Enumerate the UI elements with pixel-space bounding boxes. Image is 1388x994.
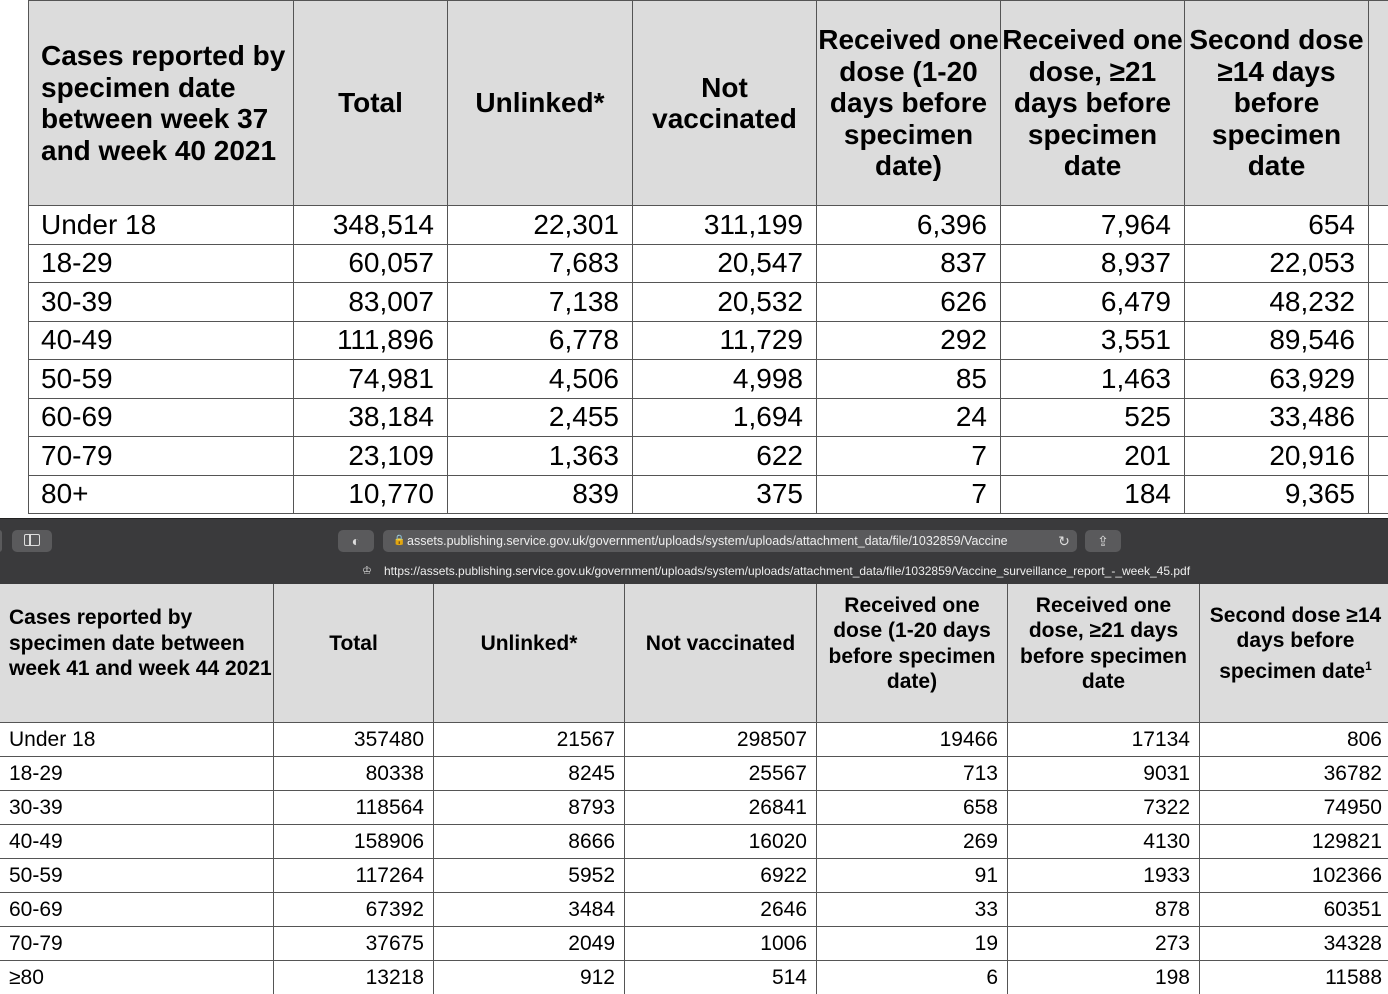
table-cell: 60,057 [294, 244, 448, 283]
row-label-cell: 70-79 [29, 437, 294, 476]
address-bar[interactable] [383, 530, 1077, 552]
table-cell: 129821 [1200, 825, 1388, 859]
bottom-document-view [0, 584, 1388, 994]
table-cell: 19 [817, 927, 1008, 961]
table-cell: 11,729 [633, 321, 817, 360]
table-cell: 22,053 [1185, 244, 1369, 283]
lock-icon: 🔒 [393, 535, 406, 546]
header-second-dose-text: Second dose ≥14 days before specimen date [1209, 603, 1382, 683]
row-label-cell: Under 18 [0, 723, 274, 757]
table-cell: 1006 [625, 927, 817, 961]
header-cases-period: Cases reported by specimen date between week 41 and week 44 2021 [0, 584, 274, 723]
table-cell: 10,770 [294, 475, 448, 514]
cutoff-cell [1369, 321, 1388, 360]
table-cell: 6922 [625, 859, 817, 893]
row-label-cell: ≥80 [0, 961, 274, 994]
table-cell: 1,363 [448, 437, 633, 476]
cutoff-cell [1369, 398, 1388, 437]
table-cell: 1,694 [633, 398, 817, 437]
cutoff-cell [1369, 244, 1388, 283]
table-cell: 20,916 [1185, 437, 1369, 476]
cutoff-cell [1369, 475, 1388, 514]
table-row [29, 437, 1388, 476]
table-cell: 4,506 [448, 360, 633, 399]
row-label-cell: 40-49 [29, 321, 294, 360]
table-cell: 2,455 [448, 398, 633, 437]
row-label-cell: Under 18 [29, 206, 294, 245]
sidebar-toggle-button[interactable] [12, 530, 52, 552]
table-cell: 8793 [434, 791, 625, 825]
table-cell: 198 [1008, 961, 1200, 994]
cutoff-cell [1369, 283, 1388, 322]
table-cell: 89,546 [1185, 321, 1369, 360]
header-second-dose: Second dose ≥14 days before specimen date [1185, 1, 1369, 206]
share-icon: ⇪ [1097, 533, 1109, 549]
table-cell: 1933 [1008, 859, 1200, 893]
table-cell: 4130 [1008, 825, 1200, 859]
table-cell: 25567 [625, 757, 817, 791]
table-cell: 357480 [274, 723, 434, 757]
left-gutter [0, 0, 28, 518]
table-cell: 7,683 [448, 244, 633, 283]
table-header-row [0, 584, 1388, 723]
table-cell: 2646 [625, 893, 817, 927]
table-cell: 7,138 [448, 283, 633, 322]
table-cell: 3,551 [1001, 321, 1185, 360]
table-cell: 17134 [1008, 723, 1200, 757]
table-cell: 117264 [274, 859, 434, 893]
table-cell: 878 [1008, 893, 1200, 927]
table-cell: 74,981 [294, 360, 448, 399]
table-cell: 102366 [1200, 859, 1388, 893]
row-label-cell: 40-49 [0, 825, 274, 859]
table-row [0, 757, 1388, 791]
header-cutoff [1369, 1, 1388, 206]
header-one-dose-21: Received one dose, ≥21 days before specimen date [1008, 584, 1200, 723]
table-cell: 26841 [625, 791, 817, 825]
table-cell: 5952 [434, 859, 625, 893]
header-one-dose-21: Received one dose, ≥21 days before specimen date [1001, 1, 1185, 206]
table-cell: 13218 [274, 961, 434, 994]
cutoff-cell [1369, 206, 1388, 245]
table-cell: 626 [817, 283, 1001, 322]
cutoff-cell [1369, 437, 1388, 476]
sidebar-icon [24, 534, 40, 546]
table-cell: 60351 [1200, 893, 1388, 927]
table-cell: 9031 [1008, 757, 1200, 791]
table-cell: 6,479 [1001, 283, 1185, 322]
table-row [29, 398, 1388, 437]
table-row [29, 206, 1388, 245]
table-row [29, 360, 1388, 399]
table-cell: 11588 [1200, 961, 1388, 994]
row-label-cell: 60-69 [29, 398, 294, 437]
table-row [0, 893, 1388, 927]
row-label-cell: 18-29 [29, 244, 294, 283]
row-label-cell: 18-29 [0, 757, 274, 791]
header-not-vaccinated: Not vaccinated [633, 1, 817, 206]
table-row [0, 791, 1388, 825]
header-total: Total [274, 584, 434, 723]
table-cell: 36782 [1200, 757, 1388, 791]
table-cell: 20,532 [633, 283, 817, 322]
table-cell: 525 [1001, 398, 1185, 437]
table-cell: 3484 [434, 893, 625, 927]
crown-favicon-icon: ♔ [362, 565, 372, 577]
table-row [29, 475, 1388, 514]
table-cell: 118564 [274, 791, 434, 825]
row-label-cell: 60-69 [0, 893, 274, 927]
table-cell: 8245 [434, 757, 625, 791]
tab-bar [0, 559, 1388, 584]
header-one-dose-1-20: Received one dose (1-20 days before specimen date) [817, 1, 1001, 206]
table-cell: 63,929 [1185, 360, 1369, 399]
table-cell: 298507 [625, 723, 817, 757]
table-cell: 23,109 [294, 437, 448, 476]
table-cell: 33 [817, 893, 1008, 927]
cases-table-week-37-40 [28, 0, 1388, 514]
cases-table-week-41-44 [0, 584, 1388, 994]
row-label-cell: 80+ [29, 475, 294, 514]
table-cell: 4,998 [633, 360, 817, 399]
table-header-row [29, 1, 1388, 206]
table-cell: 85 [817, 360, 1001, 399]
table-cell: 311,199 [633, 206, 817, 245]
row-label-cell: 30-39 [0, 791, 274, 825]
row-label-cell: 50-59 [0, 859, 274, 893]
row-label-cell: 70-79 [0, 927, 274, 961]
table-row [0, 825, 1388, 859]
table-row [0, 723, 1388, 757]
address-text: assets.publishing.service.gov.uk/government/uploads/system/uploads/attachment_data/file/1032859/Vaccine [407, 534, 1008, 548]
header-second-dose [1200, 584, 1388, 723]
table-cell: 33,486 [1185, 398, 1369, 437]
shield-icon: ◐ [351, 533, 361, 549]
share-button[interactable] [1085, 530, 1121, 552]
table-cell: 7322 [1008, 791, 1200, 825]
table-cell: 24 [817, 398, 1001, 437]
table-cell: 273 [1008, 927, 1200, 961]
table-cell: 348,514 [294, 206, 448, 245]
table-cell: 20,547 [633, 244, 817, 283]
table-row [29, 244, 1388, 283]
table-cell: 622 [633, 437, 817, 476]
table-cell: 713 [817, 757, 1008, 791]
table-row [0, 961, 1388, 994]
table-cell: 74950 [1200, 791, 1388, 825]
header-unlinked: Unlinked* [434, 584, 625, 723]
table-cell: 37675 [274, 927, 434, 961]
table-cell: 22,301 [448, 206, 633, 245]
privacy-shield-button[interactable] [338, 530, 374, 552]
table-cell: 912 [434, 961, 625, 994]
table-row [29, 321, 1388, 360]
table-cell: 654 [1185, 206, 1369, 245]
table-cell: 514 [625, 961, 817, 994]
tab-title[interactable]: https://assets.publishing.service.gov.uk/government/uploads/system/uploads/attachment_data/file/1032859/Vaccine_surveillance_report_-_week_45.pdf [384, 564, 1191, 578]
table-cell: 48,232 [1185, 283, 1369, 322]
table-row [0, 927, 1388, 961]
table-cell: 269 [817, 825, 1008, 859]
table-cell: 111,896 [294, 321, 448, 360]
header-unlinked: Unlinked* [448, 1, 633, 206]
table-cell: 839 [448, 475, 633, 514]
table-cell: 38,184 [294, 398, 448, 437]
header-not-vaccinated: Not vaccinated [625, 584, 817, 723]
table-cell: 19466 [817, 723, 1008, 757]
table-cell: 184 [1001, 475, 1185, 514]
table-cell: 21567 [434, 723, 625, 757]
table-cell: 34328 [1200, 927, 1388, 961]
header-cases-period: Cases reported by specimen date between week 37 and week 40 2021 [29, 1, 294, 206]
header-total: Total [294, 1, 448, 206]
reload-icon[interactable]: ↻ [1055, 530, 1073, 552]
table-cell: 658 [817, 791, 1008, 825]
browser-toolbar [0, 518, 1388, 584]
table-cell: 1,463 [1001, 360, 1185, 399]
table-cell: 2049 [434, 927, 625, 961]
table-cell: 7 [817, 437, 1001, 476]
footnote-mark: 1 [1365, 658, 1372, 673]
table-cell: 375 [633, 475, 817, 514]
table-row [29, 283, 1388, 322]
row-label-cell: 30-39 [29, 283, 294, 322]
table-cell: 91 [817, 859, 1008, 893]
table-cell: 806 [1200, 723, 1388, 757]
table-cell: 8666 [434, 825, 625, 859]
table-cell: 6 [817, 961, 1008, 994]
table-cell: 6,778 [448, 321, 633, 360]
header-one-dose-1-20: Received one dose (1-20 days before specimen date) [817, 584, 1008, 723]
table-cell: 9,365 [1185, 475, 1369, 514]
back-button[interactable] [0, 530, 2, 552]
table-cell: 158906 [274, 825, 434, 859]
cutoff-cell [1369, 360, 1388, 399]
table-cell: 83,007 [294, 283, 448, 322]
table-cell: 201 [1001, 437, 1185, 476]
table-cell: 6,396 [817, 206, 1001, 245]
table-cell: 80338 [274, 757, 434, 791]
table-cell: 837 [817, 244, 1001, 283]
table-row [0, 859, 1388, 893]
row-label-cell: 50-59 [29, 360, 294, 399]
table-cell: 7,964 [1001, 206, 1185, 245]
table-cell: 7 [817, 475, 1001, 514]
table-cell: 8,937 [1001, 244, 1185, 283]
table-cell: 16020 [625, 825, 817, 859]
table-cell: 292 [817, 321, 1001, 360]
table-cell: 67392 [274, 893, 434, 927]
